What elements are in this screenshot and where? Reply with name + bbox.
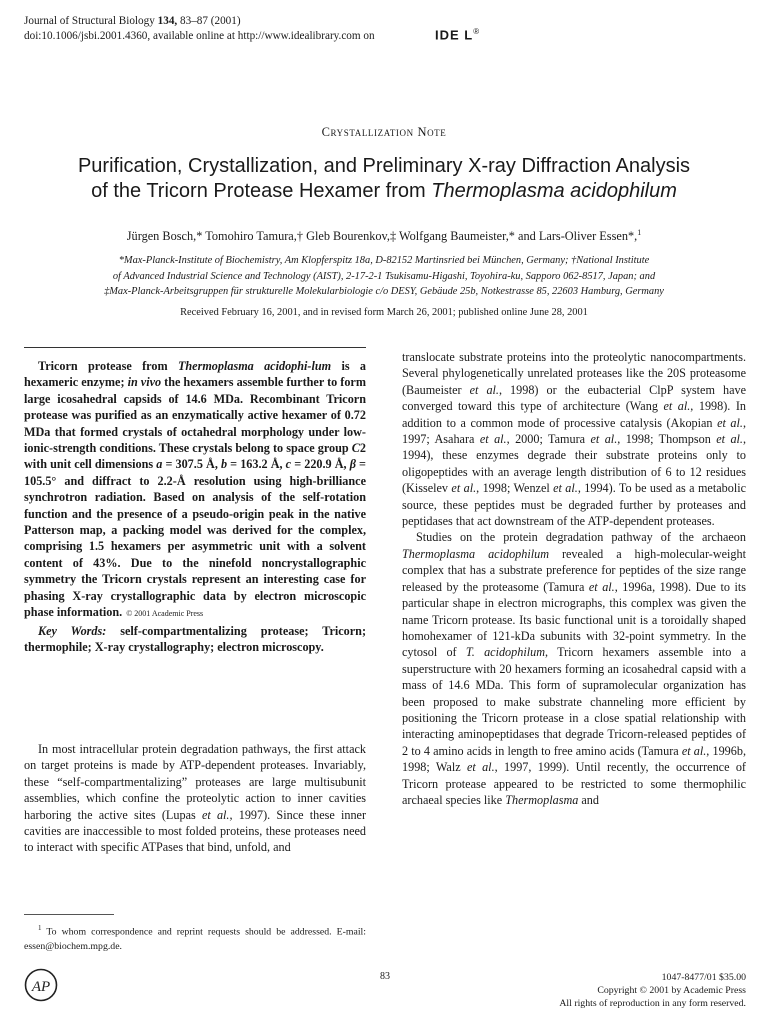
- title-species: Thermoplasma acidophilum: [431, 180, 677, 202]
- affiliation-line-2: of Advanced Industrial Science and Technology (AIST), 2-17-2-1 Tsukisamu-Higashi, Toyohira-ku, Sapporo 062-8517, Japan; and: [112, 270, 656, 282]
- body-span: , Tricorn hexamers assemble into a superstructure with 20 hexamers forming an icosahedral capsid with a mass of 14.6 MDa. This form of supramolecular organization has been proposed to make substrate channeling more efficient by positioning the Tricorn protease in a close spatial relationship with interacting aminopeptidases that degrade Tricorn-released peptides of 2 to 4 amino acids in length to free amino acids (Tamura: [402, 645, 747, 758]
- abstract-italic: β: [349, 457, 356, 472]
- doi-line[interactable]: doi:10.1006/jsbi.2001.4360, available online at http://www.idealibrary.com on: [24, 30, 375, 42]
- body-span: , 1998). In addition to a common mode of processive catalysis (Akopian: [402, 399, 746, 430]
- abstract-span: = 105.5° and diffract to 2.2-Å resolution using high-brilliance synchrotron radiation. Based on analysis of the self-rotation function and the presence of a pseudo-origin peak in the native Patterson map, a packing model was derived for the complex, comprising 1.5 hexamers per asymmetric unit with a solvent content of 43%. Due to the ninefold noncrystallographic symmetry the Tricorn crystals represent an interesting case for phasing X-ray crystallographic data by electron microscopic phase information.: [24, 457, 366, 620]
- body-column-right: [402, 349, 746, 808]
- body-italic: et al.: [717, 415, 743, 430]
- body-italic: et al.: [716, 432, 743, 447]
- key-words-label: Key Words:: [38, 623, 107, 638]
- ideal-logo[interactable]: [435, 27, 480, 42]
- body-italic: Thermoplasma acidophilum: [402, 546, 550, 561]
- body-italic: et al.: [681, 743, 707, 758]
- affiliation-line-1: *Max-Planck-Institute of Biochemistry, Am Klopferspitz 18a, D-82152 Martinsried bei München, Germany; †National Institute: [118, 255, 650, 266]
- registered-mark: ®: [473, 27, 481, 36]
- body-span: , 1996a, 1998). Due to its particular shape in electron micrographs, this complex was given the name Tricorn protease. Its basic functional unit is a toroidally shaped homohexamer of 121-kDa subunits with 32-point symmetry. In the cytosol of: [402, 579, 746, 660]
- body-italic: et al.: [588, 579, 615, 594]
- journal-citation: [24, 14, 375, 29]
- issn-price: 1047-8477/01 $35.00: [661, 972, 746, 983]
- right-paragraph-1: [402, 349, 746, 529]
- abstract-span: 2 with unit cell dimensions: [24, 441, 366, 472]
- body-italic: et al.: [553, 481, 578, 496]
- academic-press-credit: © 2001 Academic Press: [126, 609, 204, 619]
- abstract-span: Tricorn protease from: [38, 359, 178, 373]
- intro-italic: et al.,: [201, 807, 233, 822]
- body-italic: T. acidophilum: [465, 645, 546, 660]
- abstract-span: = 163.2 Å,: [227, 457, 286, 472]
- body-span: , 1997; Asahara: [402, 415, 746, 447]
- body-span: , 1998; Wenzel: [476, 481, 554, 496]
- body-span: , 2000; Tamura: [506, 432, 591, 447]
- footnote-text: To whom correspondence and reprint requests should be addressed. E-mail: essen@biochem.mpg.de.: [24, 926, 366, 953]
- key-words-text: self-compartmentalizing protease; Tricorn; thermophile; X-ray crystallography; electron microscopy.: [24, 623, 367, 654]
- abstract-species: Thermoplasma acidophi-lum: [177, 359, 332, 373]
- intro-column-left: [24, 741, 366, 856]
- page-number: 83: [380, 971, 390, 982]
- intro-paragraph: [24, 741, 366, 856]
- body-italic: et al.: [590, 432, 618, 447]
- body-italic: et al.: [469, 382, 499, 397]
- abstract-span: = 307.5 Å,: [162, 457, 221, 472]
- body-span: and: [578, 792, 599, 807]
- journal-volume: 134,: [157, 15, 178, 27]
- footnote: [24, 921, 366, 954]
- academic-press-logo-icon: [24, 968, 58, 1002]
- body-italic: et al.: [479, 432, 507, 447]
- body-span: , 1996b, 1998; Walz: [402, 743, 746, 775]
- abstract-italic: b: [220, 457, 228, 472]
- copyright-block: [500, 971, 746, 1010]
- ideal-logo-text: IDE L: [435, 27, 474, 43]
- body-span: Studies on the protein degradation pathway of the archaeon: [416, 530, 746, 545]
- abstract-span: = 220.9 Å,: [291, 457, 350, 472]
- affiliation-line-3: ‡Max-Planck-Arbeitsgruppen für strukturelle Molekularbiologie c/o DESY, Gebäude 25b, Notkestrasse 85, 22603 Hamburg, Germany: [104, 286, 664, 297]
- intro-span: 1997). Since these inner cavities are inaccessible to most folded proteins, these proteases need to interact with specific ATPases that bind, unfold, and: [24, 807, 367, 855]
- body-span: , 1998) or the eubacterial ClpP system have converged toward this type of architecture (Wang: [402, 382, 746, 414]
- key-words: [24, 623, 366, 656]
- section-label: [0, 125, 768, 140]
- body-span: , 1994). To be used as a metabolic source, these peptides must be degraded further by proteases and peptidases that act downstream of the ATP-dependent proteases.: [402, 481, 747, 529]
- intro-span: In most intracellular protein degradation pathways, the first attack on target proteins is made by ATP-dependent proteases. Invariably, these “self-compartmentalizing” proteases are large multisubunit assemblies, which confine the proteolytic action to inner cavities harboring the active sites (Lupas: [24, 742, 366, 822]
- journal-name: Journal of Structural Biology: [24, 15, 155, 27]
- body-span: , 1994), these enzymes degrade their substrate proteins only to oligopeptides with an average length distribution of 6 to 12 residues (Kisselev: [402, 432, 747, 496]
- journal-pages: 83–87 (2001): [180, 15, 241, 27]
- footnote-divider: [24, 914, 114, 915]
- abstract-italic: c: [285, 457, 292, 472]
- rights-line: All rights of reproduction in any form reserved.: [559, 998, 746, 1009]
- body-italic: et al.: [466, 760, 495, 775]
- affiliations: [30, 253, 738, 300]
- title-line-1: Purification, Crystallization, and Preliminary X-ray Diffraction Analysis: [77, 155, 691, 177]
- ap-logo-letters: AP: [31, 979, 51, 995]
- journal-header: [24, 14, 375, 44]
- section-label-text: Crystallization Note: [321, 125, 447, 139]
- body-italic: et al.: [663, 399, 691, 414]
- abstract-invivo: in vivo: [127, 375, 162, 390]
- right-paragraph-2: [402, 529, 746, 808]
- authors-footnote-mark: 1: [637, 228, 642, 237]
- body-span: translocate substrate proteins into the proteolytic nanocompartments. Several phylogenetically unrelated proteases like the 20S proteasome (Baumeister: [402, 350, 746, 397]
- title-line-2-prefix: of the Tricorn Protease Hexamer from: [91, 180, 432, 202]
- copyright-line: Copyright © 2001 by Academic Press: [597, 985, 746, 996]
- abstract: [24, 358, 366, 655]
- abstract-italic: a: [156, 457, 163, 472]
- authors-text: Jürgen Bosch,* Tomohiro Tamura,† Gleb Bourenkov,‡ Wolfgang Baumeister,* and Lars-Oliver Essen*,: [126, 229, 638, 244]
- body-span: , 1997, 1999). Until recently, the occurrence of Tricorn protease appeared to be restricted to some thermophilic archaeal species like: [402, 760, 746, 807]
- abstract-divider: [24, 347, 366, 348]
- abstract-span: the hexamers assemble further to form large icosahedral capsids of 14.6 MDa. Recombinant Tricorn protease was purified as an enzymatically active hexamer of 0.72 MDa that formed crystals of octahedral morphology under low-ionic-strength conditions. These crystals belong to space group: [24, 375, 366, 456]
- author-list: [0, 228, 768, 244]
- footnote-mark: 1: [38, 924, 42, 932]
- body-italic: Thermoplasma: [505, 792, 579, 807]
- abstract-text: [24, 358, 366, 623]
- article-title: [20, 154, 748, 204]
- body-span: revealed a high-molecular-weight complex that has a substrate preference for peptides of the size range released by the proteasome (Tamura: [402, 546, 746, 594]
- body-italic: et al.: [451, 481, 477, 496]
- abstract-italic: C: [351, 441, 360, 456]
- body-span: , 1998; Thompson: [617, 432, 717, 447]
- received-dates: Received February 16, 2001, and in revised form March 26, 2001; published online June 28, 2001: [180, 307, 588, 318]
- abstract-span: is a hexameric enzyme;: [24, 359, 366, 390]
- title-line-2: [20, 179, 748, 204]
